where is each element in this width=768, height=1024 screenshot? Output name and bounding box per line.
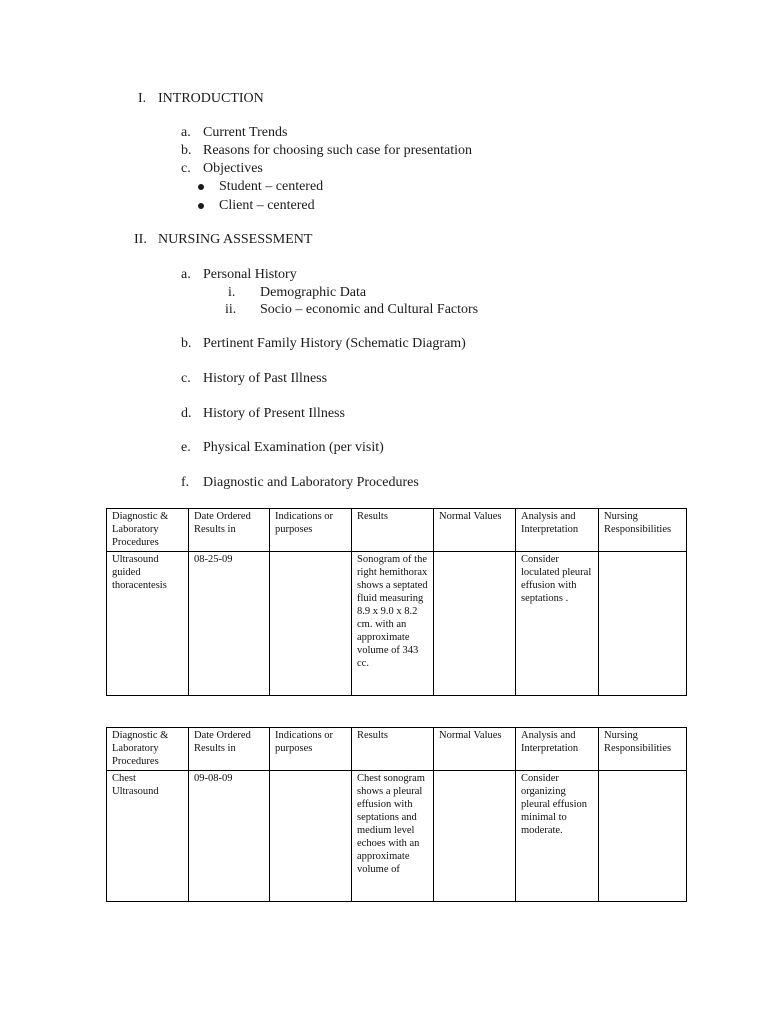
item-marker: a. xyxy=(181,267,191,282)
table-cell xyxy=(270,552,352,696)
header-cell: Results xyxy=(352,509,434,552)
section-1-title: INTRODUCTION xyxy=(158,91,264,106)
header-cell: Analysis and Interpretation xyxy=(516,509,599,552)
item-text: Reasons for choosing such case for presentation xyxy=(203,143,473,158)
section-1-heading xyxy=(138,91,264,107)
lab-table-1 xyxy=(106,508,687,696)
table-cell: 09-08-09 xyxy=(189,771,270,902)
table-cell: Ultrasound guided thoracentesis xyxy=(107,552,189,696)
item-marker: c. xyxy=(181,161,191,176)
item-marker: e. xyxy=(181,440,191,455)
table-cell xyxy=(270,771,352,902)
subitem-marker: i. xyxy=(228,285,236,300)
list-item xyxy=(181,143,473,159)
bullet-item xyxy=(198,198,315,214)
bullet-text: Client – centered xyxy=(219,198,315,213)
subitem-text: Socio – economic and Cultural Factors xyxy=(260,302,479,317)
header-cell: Indications or purposes xyxy=(270,728,352,771)
list-item xyxy=(181,406,345,422)
table-cell: Chest sonogram shows a pleural effusion with septations and medium level echoes with an approximate volume of xyxy=(352,771,434,902)
header-cell: Date Ordered Results in xyxy=(189,728,270,771)
header-cell: Diagnostic & Laboratory Procedures xyxy=(107,509,189,552)
header-cell: Analysis and Interpretation xyxy=(516,728,599,771)
item-text: Objectives xyxy=(203,161,263,176)
header-cell: Indications or purposes xyxy=(270,509,352,552)
list-item xyxy=(181,267,297,283)
list-item xyxy=(181,440,384,456)
table-row xyxy=(107,771,687,902)
sub-list-item xyxy=(225,302,479,318)
lab-table-2 xyxy=(106,727,687,902)
item-marker: c. xyxy=(181,371,191,386)
section-1-marker: I. xyxy=(138,91,147,106)
bullet-icon xyxy=(198,184,204,190)
item-marker: b. xyxy=(181,336,192,351)
item-marker: b. xyxy=(181,143,192,158)
item-text: Pertinent Family History (Schematic Diagram) xyxy=(203,336,466,351)
header-cell: Diagnostic & Laboratory Procedures xyxy=(107,728,189,771)
subitem-marker: ii. xyxy=(225,302,237,317)
table-cell: Consider loculated pleural effusion with septations . xyxy=(516,552,599,696)
section-2-marker: II. xyxy=(134,232,147,247)
table-row xyxy=(107,552,687,696)
table-header-row xyxy=(107,509,687,552)
item-text: Personal History xyxy=(203,267,297,282)
item-marker: a. xyxy=(181,125,191,140)
item-text: Physical Examination (per visit) xyxy=(203,440,384,455)
header-cell: Date Ordered Results in xyxy=(189,509,270,552)
table-cell: 08-25-09 xyxy=(189,552,270,696)
list-item xyxy=(181,161,263,177)
table-header-row xyxy=(107,728,687,771)
table-cell: Chest Ultrasound xyxy=(107,771,189,902)
section-2-title: NURSING ASSESSMENT xyxy=(158,232,313,247)
table-cell: Sonogram of the right hemithorax shows a septated fluid measuring 8.9 x 9.0 x 8.2 cm. with an approximate volume of 343 cc. xyxy=(352,552,434,696)
table-cell xyxy=(434,771,516,902)
header-cell: Nursing Responsibilities xyxy=(599,509,687,552)
bullet-item xyxy=(198,179,324,195)
section-2-heading xyxy=(134,232,313,248)
bullet-text: Student – centered xyxy=(219,179,324,194)
table-cell xyxy=(434,552,516,696)
header-cell: Normal Values xyxy=(434,728,516,771)
list-item xyxy=(181,125,288,141)
table-cell xyxy=(599,771,687,902)
item-text: Diagnostic and Laboratory Procedures xyxy=(203,475,419,490)
header-cell: Results xyxy=(352,728,434,771)
list-item xyxy=(181,475,419,491)
sub-list-item xyxy=(228,285,367,301)
subitem-text: Demographic Data xyxy=(260,285,367,300)
table-cell: Consider organizing pleural effusion minimal to moderate. xyxy=(516,771,599,902)
header-cell: Nursing Responsibilities xyxy=(599,728,687,771)
item-marker: f. xyxy=(181,475,190,490)
item-text: Current Trends xyxy=(203,125,288,140)
item-text: History of Past Illness xyxy=(203,371,328,386)
bullet-icon xyxy=(198,203,204,209)
item-text: History of Present Illness xyxy=(203,406,345,421)
list-item xyxy=(181,371,328,387)
list-item xyxy=(181,336,466,352)
item-marker: d. xyxy=(181,406,192,421)
table-cell xyxy=(599,552,687,696)
header-cell: Normal Values xyxy=(434,509,516,552)
